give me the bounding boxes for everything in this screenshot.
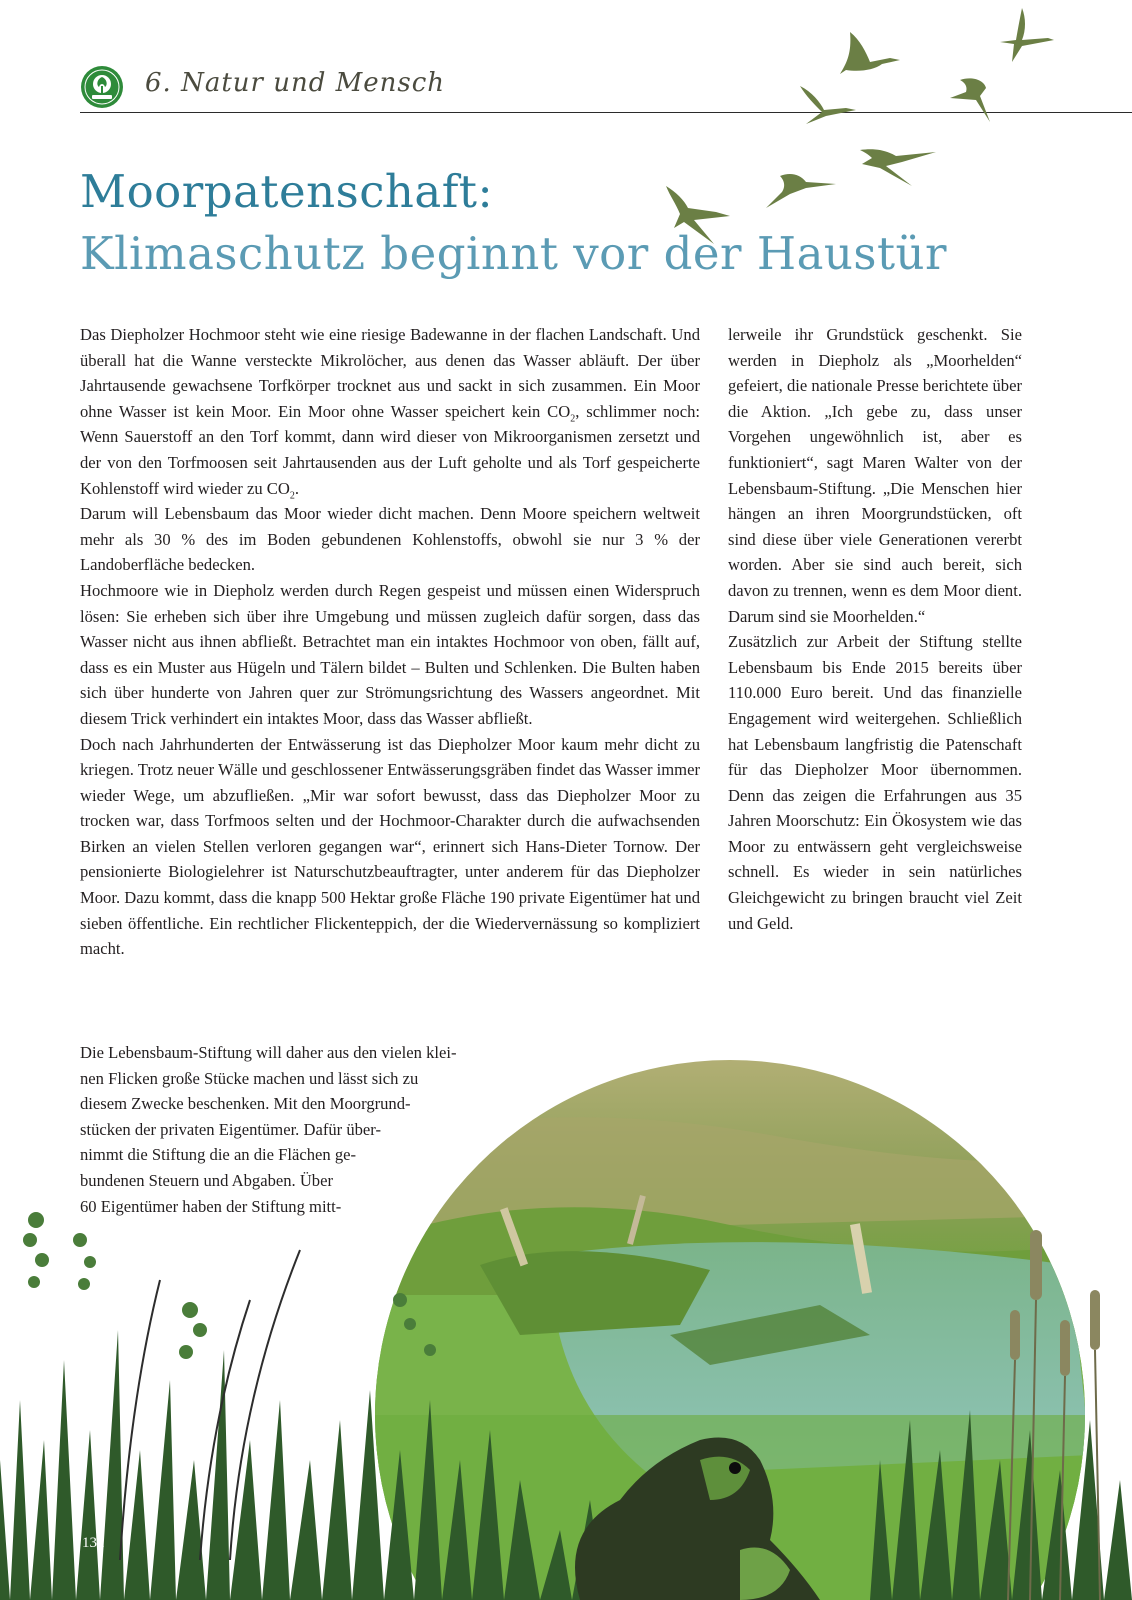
paragraph-5-line: diesem Zwecke beschenken. Mit den Moorgrund- (80, 1094, 411, 1114)
paragraph-5-line: stücken der privaten Eigentümer. Dafür über- (80, 1119, 382, 1139)
paragraph-5-line: nimmt die Stiftung die an die Flächen ge- (80, 1145, 357, 1165)
paragraph-3: Hochmoore wie in Diepholz werden durch Regen gespeist und müssen einen Widerspruch lösen: Sie erheben sich über ihre Umgebung und müssen zugleich dafür sorgen, dass das Wasser nicht aus ihnen abfließt. Betrachtet man ein intaktes Hochmoor von oben, fällt auf, dass es ein Muster aus Hügeln und Tälern bildet – Bulten und Schlenken. Die Bulten haben sich über hunderte von Jahren quer zur Strömungsrichtung des Wassers angeordnet. Mit diesem Trick verhindert ein intaktes Moor, dass das Wasser abfließt. (80, 580, 700, 728)
paragraph-4: Doch nach Jahrhunderten der Entwässerung ist das Diepholzer Moor kaum mehr dicht zu kriegen. Trotz neuer Wälle und geschlossener Entwässerungsgräben findet das Wasser immer wieder Wege, um abzufließen. „Mir war sofort bewusst, dass das Diepholzer Moor zu trocken war, dass Torfmoos selten und der Hochmoor-Charakter durch die aufwachsenden Birken an vielen Stellen verloren gegangen war“, erinnert sich Hans-Dieter Tornow. Der pensionierte Biologielehrer ist Naturschutzbeauftragter, unter anderem für das Diepholzer Moor. Dazu kommt, dass die knapp 500 Hektar große Fläche 190 private Eigentümer hat und sieben öffentliche. Ein rechtlicher Flickenteppich, der die Wiedervernässung so kompliziert macht. (80, 734, 700, 959)
crane-1 (840, 32, 900, 74)
paragraph-5-line: 60 Eigentümer haben der Stiftung mitt- (80, 1196, 342, 1216)
flying-cranes-illustration (650, 0, 1132, 250)
body-column-right (728, 322, 1022, 936)
crane-6 (766, 174, 836, 208)
paragraph-right-1: lerweile ihr Grundstück geschenkt. Sie werden in Diepholz als „Moorhelden“ gefeiert, die nationale Presse berichtete über die Aktion. „Ich gebe zu, dass unser Vorgehen ungewöhnlich ist, aber es funktioniert“, sagt Maren Walter von der Lebensbaum-Stiftung. „Die Menschen hier hängen an ihren Moorgrundstücken, oft sind diese über viele Generationen vererbt worden. Aber sie sind auch bereit, sich davon zu trennen, wenn es dem Moor dient. Darum sind sie Moorhelden.“ (728, 325, 1022, 626)
body-column-left (80, 322, 700, 962)
foreground-plants-illustration (0, 1200, 1132, 1600)
page-number: 132 (82, 1535, 105, 1551)
paragraph-2: Darum will Lebensbaum das Moor wieder dicht machen. Denn Moore speichern weltweit mehr als 30 % des im Boden gebundenen Kohlenstoffs, obwohl sie nur 3 % der Landoberfläche bedecken. (80, 504, 700, 575)
paragraph-5-line: Die Lebensbaum-Stiftung will daher aus den vielen klei- (80, 1043, 457, 1062)
paragraph-5-line: bundenen Steuern und Abgaben. Über (80, 1170, 333, 1190)
crane-4 (950, 78, 990, 122)
article-title-line2: Klimaschutz beginnt vor der Haustür (80, 227, 948, 280)
chapter-heading: 6. Natur und Mensch (145, 68, 446, 98)
paragraph-5-line: nen Flicken große Stücke machen und lässt sich zu (80, 1068, 419, 1088)
paragraph-5 (80, 1040, 540, 1219)
lebensbaum-logo-icon (80, 65, 124, 109)
frog-illustration (575, 1438, 820, 1600)
crane-3 (800, 86, 856, 124)
paragraph-right-2: Zusätzlich zur Arbeit der Stiftung stellte Lebensbaum bis Ende 2015 bereits über 110.000 Euro bereit. Und das finanzielle Engagement wird weitergehen. Schließlich hat Lebensbaum langfristig die Patenschaft für das Diepholzer Moor übernommen. Denn das zeigen die Erfahrungen aus 35 Jahren Moorschutz: Ein Ökosystem wie das Moor zu entwässern geht vergleichsweise schnell. Es wieder in sein natürliches Gleichgewicht zu bringen braucht viel Zeit und Geld. (728, 632, 1022, 933)
crane-5 (860, 149, 936, 186)
article-title-line1: Moorpatenschaft: (80, 165, 494, 218)
crane-2 (1000, 8, 1054, 62)
paragraph-1: Das Diepholzer Hochmoor steht wie eine riesige Badewanne in der flachen Landschaft. Und überall hat die Wanne versteckte Mikrolöcher, aus denen das Wasser abläuft. Der über Jahrtausende gewachsene Torfkörper trocknet aus und sackt in sich zusammen. Ein Moor ohne Wasser ist kein Moor. Ein Moor ohne Wasser speichert kein $CO_2$, schlimmer noch: Wenn Sauerstoff an den Torf kommt, dann wird dieser von Mikroorganismen zersetzt und der von den Torfmoosen seit Jahrtausenden aus der Luft geholte und als Torf gespeicherte Kohlenstoff wird wieder zu $CO_2$. (80, 325, 701, 501)
